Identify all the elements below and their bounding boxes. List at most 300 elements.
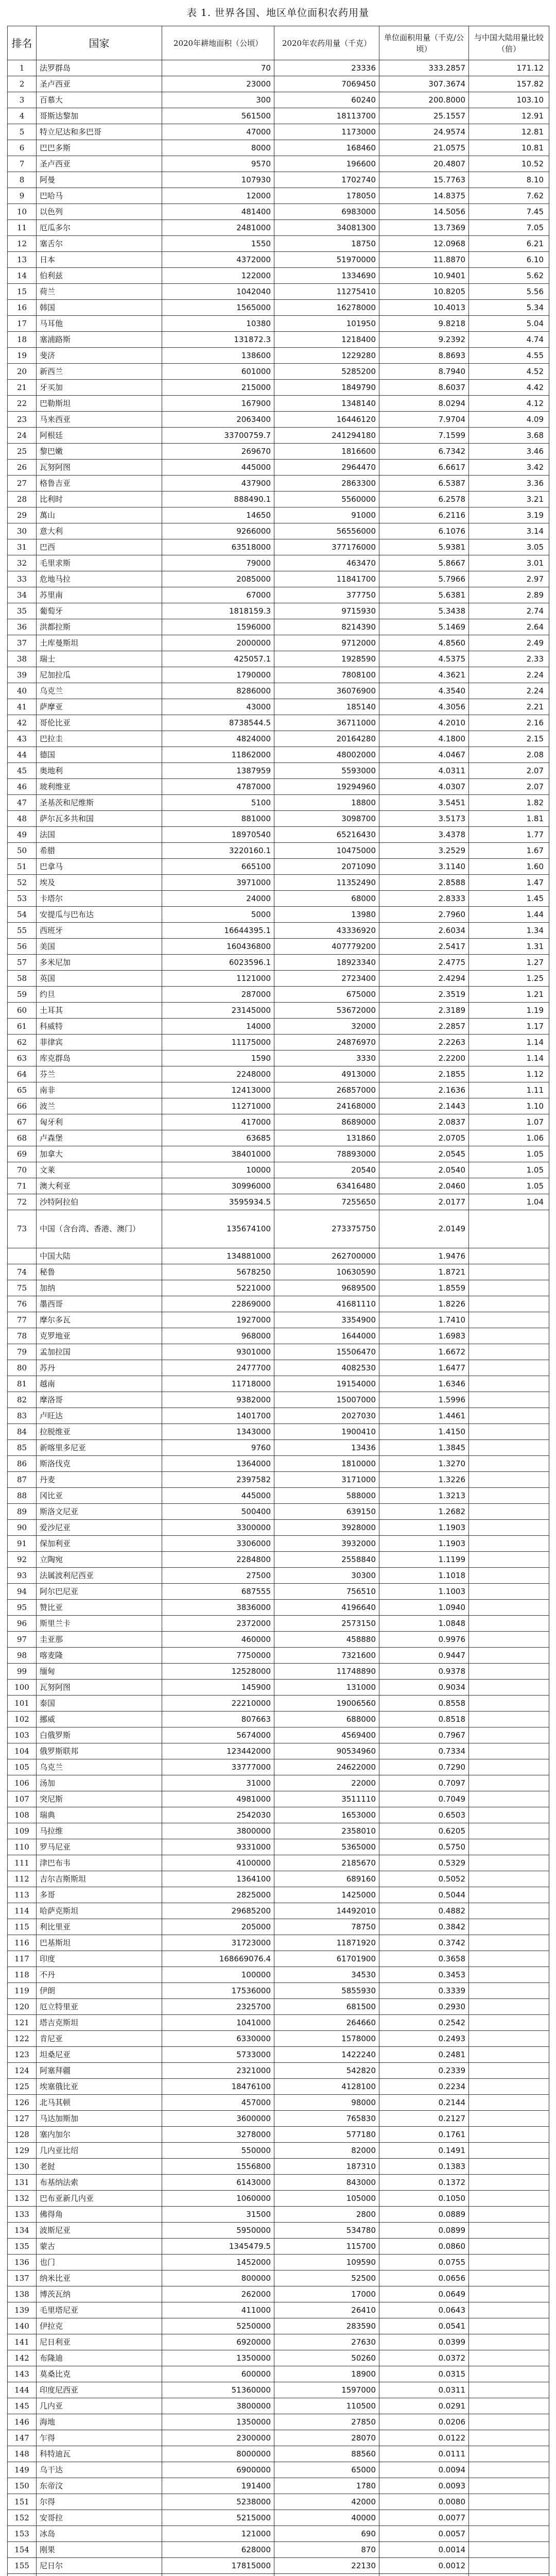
table-row — [8, 763, 549, 779]
cell-arable-area: 8000000 — [162, 2446, 274, 2462]
table-row — [8, 2239, 549, 2255]
cell-arable-area: 481400 — [162, 204, 274, 220]
cell-pesticide-usage: 88560 — [274, 2446, 379, 2462]
header-arable-area: 2020年耕地面积（公顷） — [162, 26, 274, 60]
cell-country: 缅甸 — [37, 1664, 162, 1680]
cell-ratio — [469, 2382, 549, 2398]
cell-usage-per-area: 0.0649 — [379, 2286, 469, 2302]
cell-rank: 116 — [8, 1935, 37, 1951]
table-row — [8, 1520, 549, 1536]
cell-rank: 111 — [8, 1855, 37, 1871]
cell-usage-per-area: 6.6617 — [379, 460, 469, 476]
cell-ratio — [469, 2047, 549, 2063]
cell-arable-area: 5000 — [162, 907, 274, 923]
cell-arable-area: 11271000 — [162, 1098, 274, 1114]
cell-usage-per-area: 2.0540 — [379, 1162, 469, 1178]
cell-pesticide-usage: 11871920 — [274, 1935, 379, 1951]
table-row — [8, 1680, 549, 1696]
cell-arable-area: 123442000 — [162, 1743, 274, 1759]
cell-pesticide-usage: 48002000 — [274, 747, 379, 763]
cell-ratio — [469, 2159, 549, 2175]
cell-rank: 5 — [8, 124, 37, 140]
cell-pesticide-usage: 264660 — [274, 2015, 379, 2031]
cell-usage-per-area: 0.2144 — [379, 2095, 469, 2111]
cell-rank: 119 — [8, 1983, 37, 1999]
cell-ratio — [469, 2446, 549, 2462]
cell-arable-area: 38401000 — [162, 1146, 274, 1162]
cell-ratio — [469, 1919, 549, 1935]
cell-ratio — [469, 1648, 549, 1664]
cell-ratio: 4.55 — [469, 348, 549, 364]
cell-pesticide-usage: 7321600 — [274, 1648, 379, 1664]
cell-country: 拉脱维亚 — [37, 1424, 162, 1440]
cell-pesticide-usage: 20164280 — [274, 731, 379, 747]
cell-arable-area: 79000 — [162, 555, 274, 571]
cell-pesticide-usage: 1900410 — [274, 1424, 379, 1440]
cell-arable-area: 145900 — [162, 1680, 274, 1696]
table-row — [8, 428, 549, 444]
cell-ratio — [469, 2079, 549, 2095]
cell-rank: 76 — [8, 1296, 37, 1312]
table-row — [8, 2270, 549, 2286]
cell-rank: 126 — [8, 2095, 37, 2111]
cell-country: 也门 — [37, 2255, 162, 2270]
cell-ratio — [469, 1775, 549, 1791]
cell-country: 牙买加 — [37, 380, 162, 396]
cell-pesticide-usage: 5593000 — [274, 763, 379, 779]
cell-rank: 17 — [8, 316, 37, 332]
table-row — [8, 1003, 549, 1019]
cell-ratio: 2.49 — [469, 635, 549, 651]
cell-pesticide-usage: 273375750 — [274, 1210, 379, 1248]
cell-country: 北马其顿 — [37, 2095, 162, 2111]
cell-arable-area: 4372000 — [162, 252, 274, 268]
cell-ratio: 4.74 — [469, 332, 549, 348]
cell-usage-per-area: 5.3438 — [379, 603, 469, 619]
cell-arable-area: 23145000 — [162, 1003, 274, 1019]
cell-pesticide-usage: 765830 — [274, 2111, 379, 2127]
cell-pesticide-usage: 43336920 — [274, 923, 379, 939]
cell-usage-per-area: 4.3540 — [379, 683, 469, 699]
cell-arable-area: 5100 — [162, 795, 274, 811]
cell-ratio: 1.82 — [469, 795, 549, 811]
cell-usage-per-area: 9.8218 — [379, 316, 469, 332]
cell-usage-per-area: 2.1443 — [379, 1098, 469, 1114]
cell-country: 斯里兰卡 — [37, 1616, 162, 1632]
table-row — [8, 747, 549, 763]
cell-rank: 60 — [8, 1003, 37, 1019]
cell-pesticide-usage: 187310 — [274, 2159, 379, 2175]
cell-arable-area: 11862000 — [162, 747, 274, 763]
cell-country: 乌干达 — [37, 2462, 162, 2478]
cell-pesticide-usage: 9712000 — [274, 635, 379, 651]
cell-pesticide-usage: 283590 — [274, 2318, 379, 2334]
cell-rank: 128 — [8, 2127, 37, 2143]
cell-usage-per-area: 1.1903 — [379, 1536, 469, 1552]
cell-usage-per-area — [379, 2574, 469, 2576]
pesticide-usage-table — [7, 26, 549, 2576]
cell-rank: 86 — [8, 1456, 37, 1472]
cell-pesticide-usage: 577180 — [274, 2127, 379, 2143]
cell-country: 毛里塔尼亚 — [37, 2302, 162, 2318]
cell-arable-area: 10000 — [162, 1162, 274, 1178]
cell-rank: 88 — [8, 1488, 37, 1504]
cell-ratio: 3.42 — [469, 460, 549, 476]
table-row — [8, 268, 549, 284]
cell-ratio — [469, 1248, 549, 1264]
cell-ratio: 2.24 — [469, 667, 549, 683]
cell-arable-area: 47000 — [162, 124, 274, 140]
cell-arable-area: 9331000 — [162, 1839, 274, 1855]
cell-arable-area: 3836000 — [162, 1600, 274, 1616]
table-row — [8, 2542, 549, 2558]
cell-rank: 37 — [8, 635, 37, 651]
cell-country: 白俄罗斯 — [37, 1727, 162, 1743]
cell-ratio — [469, 1472, 549, 1488]
cell-pesticide-usage: 7069450 — [274, 76, 379, 92]
cell-ratio — [469, 2526, 549, 2542]
cell-ratio: 3.46 — [469, 444, 549, 460]
cell-pesticide-usage: 534780 — [274, 2223, 379, 2239]
cell-arable-area: 4824000 — [162, 731, 274, 747]
cell-rank: 95 — [8, 1600, 37, 1616]
cell-ratio: 1.25 — [469, 971, 549, 987]
cell-rank: 24 — [8, 428, 37, 444]
table-row — [8, 236, 549, 252]
cell-pesticide-usage: 2027030 — [274, 1408, 379, 1424]
cell-pesticide-usage: 19294960 — [274, 779, 379, 795]
cell-pesticide-usage: 18113700 — [274, 108, 379, 124]
cell-arable-area: 17815000 — [162, 2558, 274, 2574]
cell-arable-area: 70 — [162, 60, 274, 76]
table-row — [8, 907, 549, 923]
cell-rank: 52 — [8, 875, 37, 891]
cell-arable-area: 2248000 — [162, 1066, 274, 1082]
table-row — [8, 811, 549, 827]
cell-rank: 8 — [8, 172, 37, 188]
cell-rank: 54 — [8, 907, 37, 923]
cell-pesticide-usage — [274, 2574, 379, 2576]
cell-country: 布基纳法索 — [37, 2175, 162, 2191]
cell-arable-area: 167900 — [162, 396, 274, 412]
cell-arable-area: 5674000 — [162, 1727, 274, 1743]
cell-country: 东帝汶 — [37, 2478, 162, 2494]
table-row — [8, 300, 549, 316]
cell-arable-area: 6920000 — [162, 2334, 274, 2350]
cell-rank: 45 — [8, 763, 37, 779]
table-row — [8, 1951, 549, 1967]
cell-pesticide-usage: 843000 — [274, 2175, 379, 2191]
cell-arable-area: 107930 — [162, 172, 274, 188]
cell-usage-per-area: 0.0077 — [379, 2510, 469, 2526]
cell-rank: 41 — [8, 699, 37, 715]
cell-pesticide-usage: 105000 — [274, 2191, 379, 2207]
table-row — [8, 1066, 549, 1082]
cell-rank: 79 — [8, 1344, 37, 1360]
cell-rank: 68 — [8, 1130, 37, 1146]
cell-country: 比利时 — [37, 492, 162, 507]
cell-pesticide-usage: 16278000 — [274, 300, 379, 316]
cell-ratio: 5.56 — [469, 284, 549, 300]
cell-rank: 145 — [8, 2398, 37, 2414]
cell-arable-area: 3300000 — [162, 1520, 274, 1536]
cell-usage-per-area: 2.1855 — [379, 1066, 469, 1082]
cell-arable-area: 5678250 — [162, 1264, 274, 1280]
cell-pesticide-usage: 19154000 — [274, 1376, 379, 1392]
table-row — [8, 1280, 549, 1296]
cell-ratio — [469, 2015, 549, 2031]
table-row — [8, 619, 549, 635]
cell-arable-area: 135674100 — [162, 1210, 274, 1248]
cell-rank: 29 — [8, 507, 37, 523]
cell-arable-area: 23000 — [162, 76, 274, 92]
cell-pesticide-usage: 1928590 — [274, 651, 379, 667]
cell-arable-area: 168669076.4 — [162, 1951, 274, 1967]
cell-usage-per-area: 0.8558 — [379, 1696, 469, 1711]
cell-usage-per-area: 6.2116 — [379, 507, 469, 523]
cell-pesticide-usage: 34530 — [274, 1967, 379, 1983]
cell-country: 马达加斯加 — [37, 2111, 162, 2127]
cell-arable-area: 9266000 — [162, 523, 274, 539]
cell-usage-per-area: 2.5417 — [379, 939, 469, 955]
cell-ratio: 2.74 — [469, 603, 549, 619]
cell-arable-area: 1927000 — [162, 1312, 274, 1328]
cell-country: 尼加拉瓜 — [37, 667, 162, 683]
cell-country: 卢森堡 — [37, 1130, 162, 1146]
table-row — [8, 795, 549, 811]
cell-rank: 57 — [8, 955, 37, 971]
cell-rank: 90 — [8, 1520, 37, 1536]
cell-pesticide-usage: 24168000 — [274, 1098, 379, 1114]
cell-pesticide-usage: 27850 — [274, 2414, 379, 2430]
cell-rank: 117 — [8, 1951, 37, 1967]
table-row — [8, 603, 549, 619]
cell-arable-area: 2284800 — [162, 1552, 274, 1568]
table-row — [8, 1472, 549, 1488]
cell-country: 老挝 — [37, 2159, 162, 2175]
cell-country: 苏里南 — [37, 587, 162, 603]
cell-ratio — [469, 2366, 549, 2382]
cell-arable-area: 445000 — [162, 1488, 274, 1504]
cell-arable-area: 27500 — [162, 1568, 274, 1584]
cell-usage-per-area: 13.7369 — [379, 220, 469, 236]
cell-country: 百慕大 — [37, 92, 162, 108]
cell-arable-area: 30996000 — [162, 1178, 274, 1194]
cell-rank: 35 — [8, 603, 37, 619]
cell-arable-area: 1818159.3 — [162, 603, 274, 619]
cell-ratio — [469, 2286, 549, 2302]
cell-country: 印度 — [37, 1951, 162, 1967]
cell-arable-area: 262000 — [162, 2286, 274, 2302]
cell-country: 莫桑比克 — [37, 2366, 162, 2382]
cell-pesticide-usage: 3354900 — [274, 1312, 379, 1328]
cell-country: 匈牙利 — [37, 1114, 162, 1130]
cell-ratio: 1.60 — [469, 859, 549, 875]
cell-arable-area: 628000 — [162, 2542, 274, 2558]
cell-usage-per-area: 0.0315 — [379, 2366, 469, 2382]
cell-rank: 33 — [8, 571, 37, 587]
cell-rank: 91 — [8, 1536, 37, 1552]
cell-arable-area: 1060000 — [162, 2191, 274, 2207]
cell-country: 南非 — [37, 1082, 162, 1098]
cell-arable-area: 205000 — [162, 1919, 274, 1935]
cell-rank: 85 — [8, 1440, 37, 1456]
table-row — [8, 955, 549, 971]
cell-usage-per-area: 4.8560 — [379, 635, 469, 651]
table-row — [8, 683, 549, 699]
cell-arable-area: 457000 — [162, 2095, 274, 2111]
cell-ratio — [469, 2255, 549, 2270]
cell-rank: 147 — [8, 2430, 37, 2446]
cell-pesticide-usage: 4128100 — [274, 2079, 379, 2095]
cell-usage-per-area: 1.8226 — [379, 1296, 469, 1312]
cell-usage-per-area: 0.6503 — [379, 1807, 469, 1823]
cell-arable-area: 1350000 — [162, 2414, 274, 2430]
table-body — [8, 26, 549, 2576]
cell-country: 秘鲁 — [37, 1264, 162, 1280]
cell-usage-per-area: 1.0940 — [379, 1600, 469, 1616]
cell-country: 俄罗斯联邦 — [37, 1743, 162, 1759]
cell-rank: 139 — [8, 2302, 37, 2318]
cell-pesticide-usage: 407779200 — [274, 939, 379, 955]
cell-rank: 104 — [8, 1743, 37, 1759]
cell-ratio — [469, 1520, 549, 1536]
cell-arable-area: 2372000 — [162, 1616, 274, 1632]
cell-arable-area: 9382000 — [162, 1392, 274, 1408]
cell-pesticide-usage: 20540 — [274, 1162, 379, 1178]
cell-ratio: 1.07 — [469, 1114, 549, 1130]
cell-arable-area: 2000000 — [162, 635, 274, 651]
table-row — [8, 1584, 549, 1600]
cell-country: 阿根廷 — [37, 428, 162, 444]
cell-rank: 131 — [8, 2175, 37, 2191]
cell-ratio: 3.68 — [469, 428, 549, 444]
table-row — [8, 1488, 549, 1504]
cell-arable-area: 121000 — [162, 2526, 274, 2542]
cell-pesticide-usage: 262700000 — [274, 1248, 379, 1264]
cell-pesticide-usage: 65000 — [274, 2462, 379, 2478]
cell-pesticide-usage: 588000 — [274, 1488, 379, 1504]
cell-country: 塞内加尔 — [37, 2127, 162, 2143]
cell-pesticide-usage: 2800 — [274, 2207, 379, 2223]
cell-country: 乌克兰 — [37, 683, 162, 699]
cell-country: 几内亚 — [37, 2398, 162, 2414]
cell-usage-per-area: 6.7342 — [379, 444, 469, 460]
cell-country: 萨尔瓦多共和国 — [37, 811, 162, 827]
cell-arable-area: 22869000 — [162, 1296, 274, 1312]
cell-country: 德国 — [37, 747, 162, 763]
cell-ratio — [469, 1983, 549, 1999]
table-row — [8, 2286, 549, 2302]
cell-pesticide-usage: 26410 — [274, 2302, 379, 2318]
table-row — [8, 348, 549, 364]
cell-ratio: 103.10 — [469, 92, 549, 108]
cell-usage-per-area: 1.0848 — [379, 1616, 469, 1632]
table-row — [8, 124, 549, 140]
cell-country: 荷兰 — [37, 284, 162, 300]
cell-pesticide-usage: 131000 — [274, 1680, 379, 1696]
header-usage-per-area: 单位面积用量（千克/公顷） — [379, 26, 469, 60]
cell-ratio — [469, 2494, 549, 2510]
cell-arable-area: 807663 — [162, 1711, 274, 1727]
cell-ratio: 3.14 — [469, 523, 549, 539]
cell-pesticide-usage: 36076900 — [274, 683, 379, 699]
cell-usage-per-area: 0.1372 — [379, 2175, 469, 2191]
cell-ratio: 2.07 — [469, 779, 549, 795]
cell-ratio — [469, 1823, 549, 1839]
cell-ratio: 6.10 — [469, 252, 549, 268]
cell-ratio: 7.45 — [469, 204, 549, 220]
cell-rank: 132 — [8, 2191, 37, 2207]
cell-arable-area: 1556800 — [162, 2159, 274, 2175]
cell-rank: 141 — [8, 2334, 37, 2350]
cell-ratio: 1.05 — [469, 1146, 549, 1162]
cell-ratio — [469, 2398, 549, 2414]
cell-usage-per-area: 21.0575 — [379, 140, 469, 156]
table-row — [8, 2255, 549, 2270]
cell-rank: 42 — [8, 715, 37, 731]
cell-usage-per-area: 0.7290 — [379, 1759, 469, 1775]
cell-ratio — [469, 1616, 549, 1632]
cell-country: 肯尼亚 — [37, 2031, 162, 2047]
cell-rank: 136 — [8, 2255, 37, 2270]
table-row — [8, 2159, 549, 2175]
cell-country: 斐济 — [37, 348, 162, 364]
table-row — [8, 1264, 549, 1280]
table-row — [8, 2462, 549, 2478]
cell-country: 阿曼 — [37, 172, 162, 188]
cell-country: 汤加 — [37, 1775, 162, 1791]
cell-usage-per-area: 6.5387 — [379, 476, 469, 492]
cell-usage-per-area: 0.0899 — [379, 2223, 469, 2239]
cell-pesticide-usage: 18923340 — [274, 955, 379, 971]
table-row — [8, 332, 549, 348]
table-row — [8, 923, 549, 939]
cell-ratio — [469, 1424, 549, 1440]
cell-arable-area: 9570 — [162, 156, 274, 172]
cell-usage-per-area: 14.5056 — [379, 204, 469, 220]
header-rank: 排名 — [8, 26, 37, 60]
table-row — [8, 2318, 549, 2334]
cell-pesticide-usage: 26857000 — [274, 1082, 379, 1098]
cell-country: 赞比亚 — [37, 1600, 162, 1616]
cell-country: 坦桑尼亚 — [37, 2047, 162, 2063]
table-row — [8, 204, 549, 220]
cell-country: 保加利亚 — [37, 1536, 162, 1552]
cell-ratio — [469, 1807, 549, 1823]
cell-arable-area: 8286000 — [162, 683, 274, 699]
cell-rank: 74 — [8, 1264, 37, 1280]
cell-rank: 4 — [8, 108, 37, 124]
cell-rank: 64 — [8, 1066, 37, 1082]
table-row — [8, 1855, 549, 1871]
cell-country: 约旦 — [37, 987, 162, 1003]
cell-usage-per-area: 10.4013 — [379, 300, 469, 316]
cell-ratio — [469, 1584, 549, 1600]
cell-usage-per-area: 0.0643 — [379, 2302, 469, 2318]
cell-arable-area: 411000 — [162, 2302, 274, 2318]
table-row — [8, 1296, 549, 1312]
table-row — [8, 1114, 549, 1130]
cell-country: 不丹 — [37, 1967, 162, 1983]
cell-rank: 34 — [8, 587, 37, 603]
cell-rank: 71 — [8, 1178, 37, 1194]
cell-arable-area: 1590 — [162, 1050, 274, 1066]
cell-usage-per-area: 6.1076 — [379, 523, 469, 539]
cell-country: 法属波利尼西亚 — [37, 1568, 162, 1584]
cell-rank: 53 — [8, 891, 37, 907]
table-row — [8, 140, 549, 156]
